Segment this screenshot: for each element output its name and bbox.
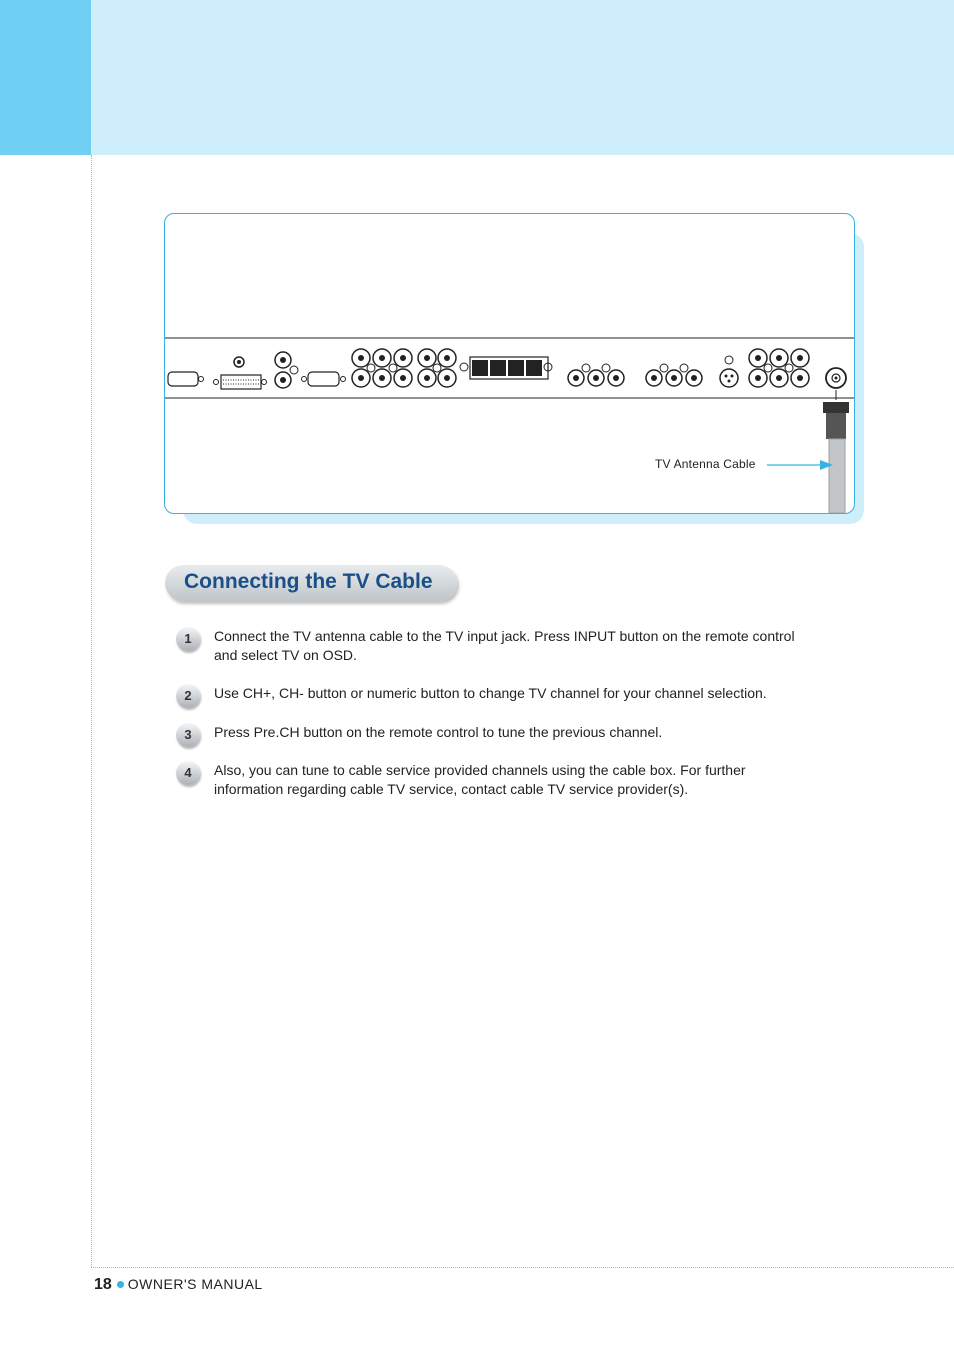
component-jacks (352, 349, 456, 387)
diagram-panel (164, 213, 855, 514)
step-text: Connect the TV antenna cable to the TV input jack. Press INPUT button on the remote control and select TV on OSD. (214, 628, 795, 663)
page-footer (94, 1276, 263, 1294)
step-number-badge: 2 (176, 684, 200, 708)
section-title-pill (165, 565, 457, 601)
page-number: 18 (94, 1276, 112, 1293)
rgb-port (302, 372, 346, 386)
header-tab (0, 0, 91, 155)
section-title: Connecting the TV Cable (184, 570, 433, 593)
av-jacks-1 (568, 364, 624, 386)
bullet-dot-icon (117, 1281, 124, 1288)
step-text: Use CH+, CH- button or numeric button to change TV channel for your channel selection. (214, 685, 767, 701)
audio-jack (234, 357, 244, 367)
rs232-port (168, 372, 204, 386)
antenna-cable (823, 402, 849, 513)
annotation-arrow (767, 460, 833, 470)
antenna-input-jack (826, 368, 846, 400)
step-number-badge: 1 (176, 627, 200, 651)
pc-audio-jacks (275, 352, 298, 388)
speaker-terminals (460, 357, 552, 379)
left-margin-rule (91, 155, 92, 1267)
step-text: Also, you can tune to cable service provided channels using the cable box. For further information regarding cable TV service, contact cable TV service provider(s). (214, 762, 746, 797)
antenna-cable-label: TV Antenna Cable (655, 457, 756, 471)
av-jacks-2 (646, 364, 702, 386)
step-number-badge: 3 (176, 723, 200, 747)
footer-label: OWNER'S MANUAL (127, 1276, 263, 1292)
header-band (0, 0, 954, 155)
step-number-badge: 4 (176, 761, 200, 785)
dvi-port (214, 375, 267, 389)
s-video-jack (720, 356, 738, 387)
av-jacks-3 (749, 349, 809, 387)
step-text: Press Pre.CH button on the remote control to tune the previous channel. (214, 724, 663, 740)
footer-rule (91, 1267, 954, 1268)
